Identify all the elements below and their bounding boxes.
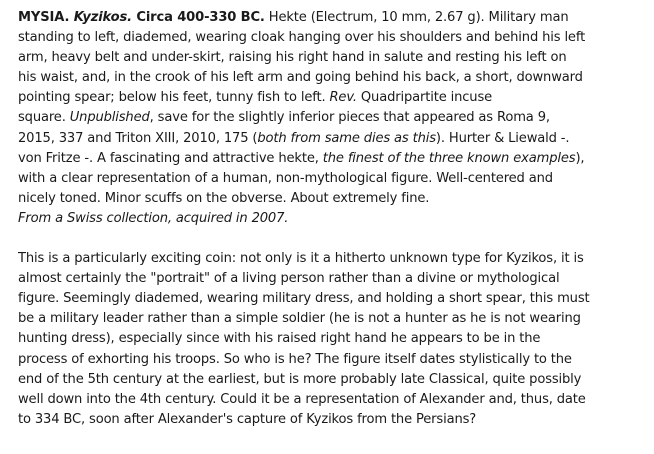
- text-segment: Circa 400-330 BC.: [131, 10, 265, 25]
- commentary-paragraph: [18, 249, 646, 430]
- text-segment: From a Swiss collection, acquired in 2007.: [18, 210, 289, 226]
- commentary-line: almost certainly the "portrait" of a living person rather than a divine or mythological: [18, 271, 560, 287]
- description-line: [18, 88, 646, 108]
- commentary-line: This is a particularly exciting coin: not only is it a hitherto unknown type for Kyzikos, it is: [18, 251, 584, 267]
- description-line: [18, 129, 646, 149]
- text-segment: arm, heavy belt and under-skirt, raising his right hand in salute and resting his left on: [18, 50, 567, 66]
- coin-description-paragraph: [18, 8, 646, 229]
- commentary-line: end of the 5th century at the earliest, but is more probably late Classical, quite possibly: [18, 371, 582, 387]
- text-segment: standing to left, diademed, wearing cloak hanging over his shoulders and behind his left: [18, 30, 586, 46]
- text-segment: Quadripartite incuse: [356, 90, 493, 106]
- commentary-line: hunting dress), especially since with his raised right hand he appears to be in the: [18, 331, 541, 347]
- description-line: [18, 28, 646, 48]
- description-line: [18, 108, 646, 128]
- text-segment: Rev.: [329, 90, 357, 106]
- text-segment: ). Hurter & Liewald -.: [435, 130, 570, 146]
- description-line: [18, 68, 646, 88]
- description-line: [18, 149, 646, 169]
- text-segment: Kyzikos.: [73, 10, 132, 25]
- description-line: [18, 169, 646, 189]
- commentary-line: process of exhorting his troops. So who is he? The figure itself dates stylistically to the: [18, 351, 572, 367]
- commentary-line: to 334 BC, soon after Alexander's capture of Kyzikos from the Persians?: [18, 411, 477, 427]
- commentary-line: be a military leader rather than a simple soldier (he is not a hunter as he is not wearing: [18, 311, 581, 327]
- text-segment: von Fritze -. A fascinating and attractive hekte,: [18, 150, 323, 166]
- description-line: [18, 8, 646, 28]
- text-segment: MYSIA.: [18, 10, 74, 25]
- paragraph-gap: [18, 229, 646, 249]
- description-line: [18, 189, 646, 209]
- text-segment: both from same dies as this: [257, 130, 436, 146]
- text-segment: 2015, 337 and Triton XIII, 2010, 175 (: [18, 130, 258, 146]
- text-segment: with a clear representation of a human, non-mythological figure. Well-centered and: [18, 170, 553, 186]
- text-segment: pointing spear; below his feet, tunny fish to left.: [18, 90, 330, 106]
- commentary-line: well down into the 4th century. Could it be a representation of Alexander and, thus, date: [18, 391, 586, 407]
- text-segment: the finest of the three known examples: [322, 150, 576, 166]
- text-segment: Hekte (Electrum, 10 mm, 2.67 g). Military man: [264, 10, 569, 25]
- text-segment: square.: [18, 110, 70, 126]
- commentary-line: figure. Seemingly diademed, wearing military dress, and holding a short spear, this must: [18, 291, 590, 307]
- text-segment: nicely toned. Minor scuffs on the obverse. About extremely fine.: [18, 190, 430, 206]
- description-line: [18, 209, 646, 229]
- text-segment: Unpublished: [69, 110, 150, 126]
- description-line: [18, 48, 646, 68]
- text-segment: , save for the slightly inferior pieces that appeared as Roma 9,: [149, 110, 550, 126]
- text-segment: his waist, and, in the crook of his left arm and going behind his back, a short, downward: [18, 70, 583, 86]
- text-segment: ),: [575, 150, 585, 166]
